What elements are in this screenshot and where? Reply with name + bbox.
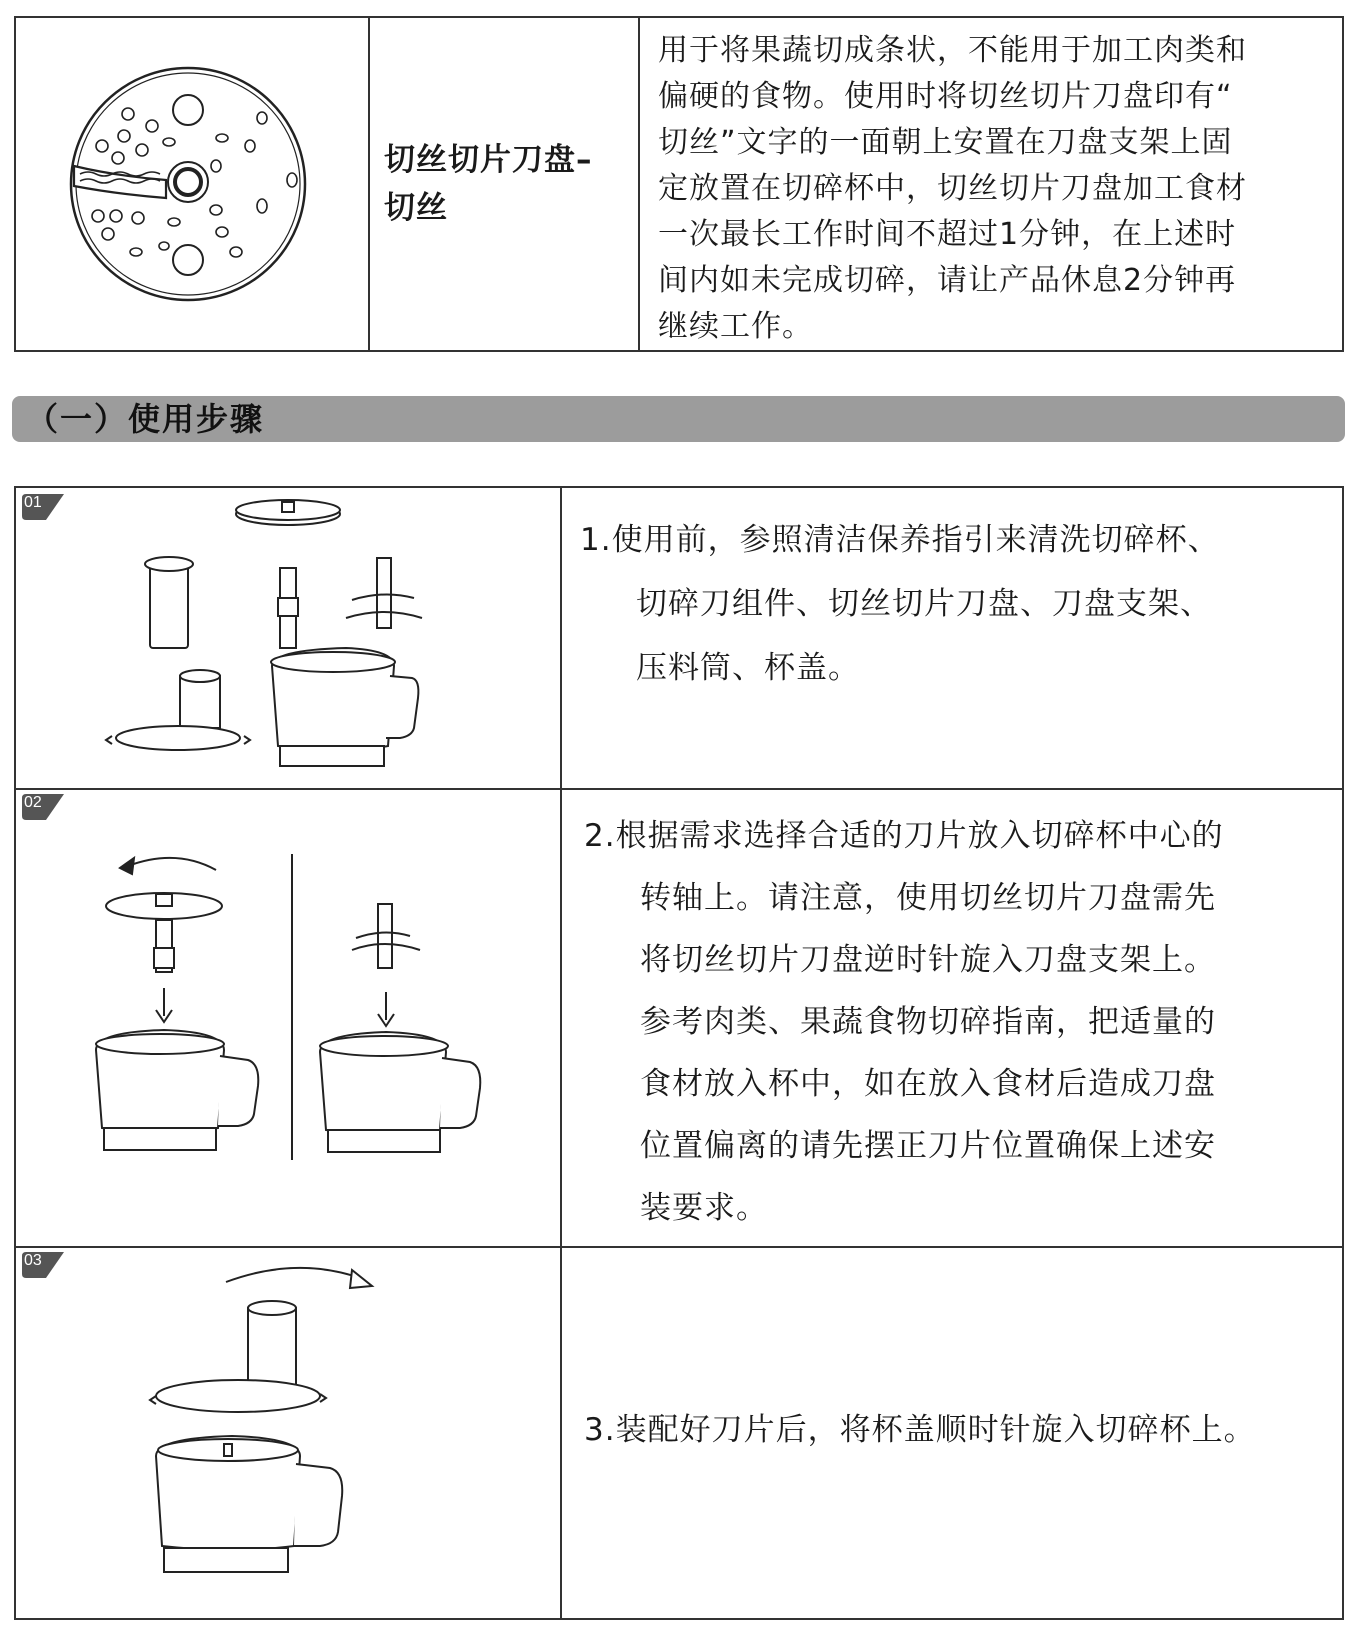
description-line: 偏硬的食物。使用时将切丝切片刀盘印有“: [658, 79, 1233, 114]
steps-table: [14, 486, 1344, 1620]
step-1-badge: 01: [24, 494, 42, 511]
step-3-text-cell: [562, 1246, 1342, 1618]
section-header: [12, 396, 1345, 442]
step-3-badge: 03: [24, 1252, 42, 1269]
blade-name-line-2: 切丝: [384, 190, 448, 226]
step-1-line: 1.使用前，参照清洁保养指引来清洗切碎杯、: [580, 522, 1220, 558]
step-row-1: [16, 488, 1342, 790]
description-line: 定放置在切碎杯中，切丝切片刀盘加工食材: [658, 171, 1247, 206]
shredding-disc-illustration: [16, 18, 366, 350]
step-2-line: 将切丝切片刀盘逆时针旋入刀盘支架上。: [640, 942, 1216, 978]
step-1-line: 压料筒、杯盖。: [636, 650, 860, 686]
step-2-line: 位置偏离的请先摆正刀片位置确保上述安: [640, 1128, 1216, 1164]
step-2-line: 参考肉类、果蔬食物切碎指南，把适量的: [640, 1004, 1216, 1040]
step-2-line: 2.根据需求选择合适的刀片放入切碎杯中心的: [584, 818, 1224, 854]
step-3-illustration-cell: [16, 1246, 562, 1618]
blade-placement-illustration: [16, 788, 556, 1242]
blade-illustration-cell: [16, 18, 370, 350]
section-title: （一）使用步骤: [26, 400, 265, 438]
step-1-text-cell: [562, 488, 1342, 788]
lid-assembly-illustration: [16, 1246, 556, 1614]
step-1-line: 切碎刀组件、切丝切片刀盘、刀盘支架、: [636, 586, 1212, 622]
parts-illustration: [16, 488, 556, 784]
step-2-line: 装要求。: [640, 1190, 768, 1226]
description-line: 一次最长工作时间不超过1分钟，在上述时: [658, 217, 1237, 252]
step-2-line: 转轴上。请注意，使用切丝切片刀盘需先: [640, 880, 1216, 916]
description-line: 间内如未完成切碎，请让产品休息2分钟再: [658, 263, 1237, 298]
step-2-badge: 02: [24, 794, 42, 811]
step-row-3: [16, 1246, 1342, 1618]
blade-info-table: [14, 16, 1344, 352]
blade-name-line-1: 切丝切片刀盘–: [384, 142, 593, 178]
step-2-line: 食材放入杯中，如在放入食材后造成刀盘: [640, 1066, 1216, 1102]
step-2-illustration-cell: [16, 788, 562, 1246]
blade-description-cell: [640, 18, 1342, 350]
step-row-2: [16, 788, 1342, 1248]
step-3-line: 3.装配好刀片后，将杯盖顺时针旋入切碎杯上。: [584, 1412, 1256, 1448]
description-line: 继续工作。: [658, 309, 813, 344]
blade-name-cell: [370, 18, 640, 350]
step-1-illustration-cell: [16, 488, 562, 788]
step-2-text-cell: [562, 788, 1342, 1246]
description-line: 切丝”文字的一面朝上安置在刀盘支架上固: [658, 125, 1233, 160]
description-line: 用于将果蔬切成条状，不能用于加工肉类和: [658, 33, 1247, 68]
